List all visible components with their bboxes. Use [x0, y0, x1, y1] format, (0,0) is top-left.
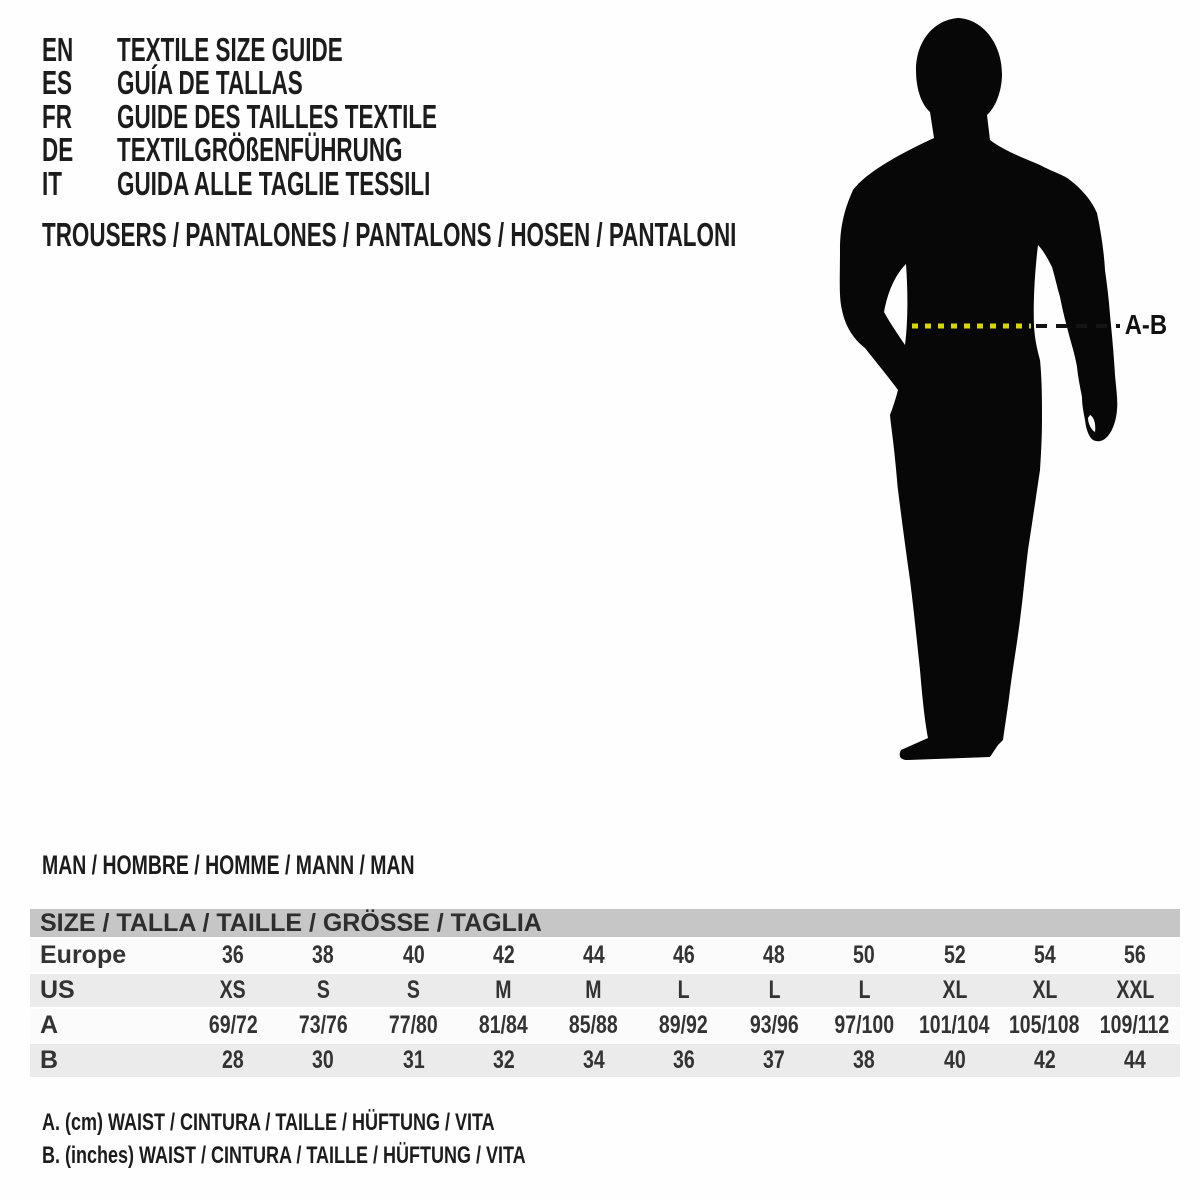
garment-title: TROUSERS / PANTALONES / PANTALONS / HOSEN / PANTALONI	[42, 216, 737, 253]
language-title: GUIDA ALLE TAGLIE TESSILI	[117, 164, 431, 202]
language-row	[42, 164, 588, 202]
language-row	[42, 64, 588, 102]
footnote-a: A. (cm) WAIST / CINTURA / TAILLE / HÜFTUNG / VITA	[42, 1108, 495, 1136]
language-title: TEXTILGRÖßENFÜHRUNG	[117, 131, 403, 169]
footnotes	[42, 1106, 687, 1172]
language-row	[42, 30, 588, 68]
row-label: A	[40, 1011, 59, 1039]
table-row-europe: Europe 36 38 40 42 44 46 48 50 52 54 56	[30, 937, 1180, 972]
language-title: GUIDE DES TAILLES TEXTILE	[117, 97, 438, 135]
language-title: GUÍA DE TALLAS	[117, 64, 303, 102]
language-code: EN	[42, 30, 74, 68]
size-table-header: SIZE / TALLA / TAILLE / GRÖSSE / TAGLIA	[30, 909, 1180, 937]
language-code: DE	[42, 131, 74, 169]
silhouette-body	[840, 18, 1118, 760]
language-code: ES	[42, 64, 72, 102]
language-row	[42, 131, 588, 169]
ab-label: A-B	[1124, 309, 1168, 340]
gender-title: MAN / HOMBRE / HOMME / MANN / MAN	[42, 850, 415, 880]
man-silhouette	[838, 12, 1128, 787]
table-row-a: A 69/72 73/76 77/80 81/84 85/88 89/92 93/96 97/100 101/104 105/108 109/112	[30, 1007, 1180, 1042]
language-title: TEXTILE SIZE GUIDE	[117, 30, 343, 68]
row-label: B	[40, 1046, 59, 1074]
language-code: IT	[42, 164, 62, 202]
table-row-b: B 28 30 31 32 34 36 37 38 40 42 44	[30, 1042, 1180, 1077]
row-label: US	[40, 976, 75, 1004]
table-row-us: US XS S S M M L L L XL XL XXL	[30, 972, 1180, 1007]
language-row	[42, 97, 588, 135]
size-table	[30, 909, 1180, 1077]
language-block	[42, 30, 588, 202]
row-label: Europe	[40, 941, 127, 969]
footnote-b: B. (inches) WAIST / CINTURA / TAILLE / HÜFTUNG / VITA	[42, 1141, 526, 1169]
language-code: FR	[42, 97, 72, 135]
